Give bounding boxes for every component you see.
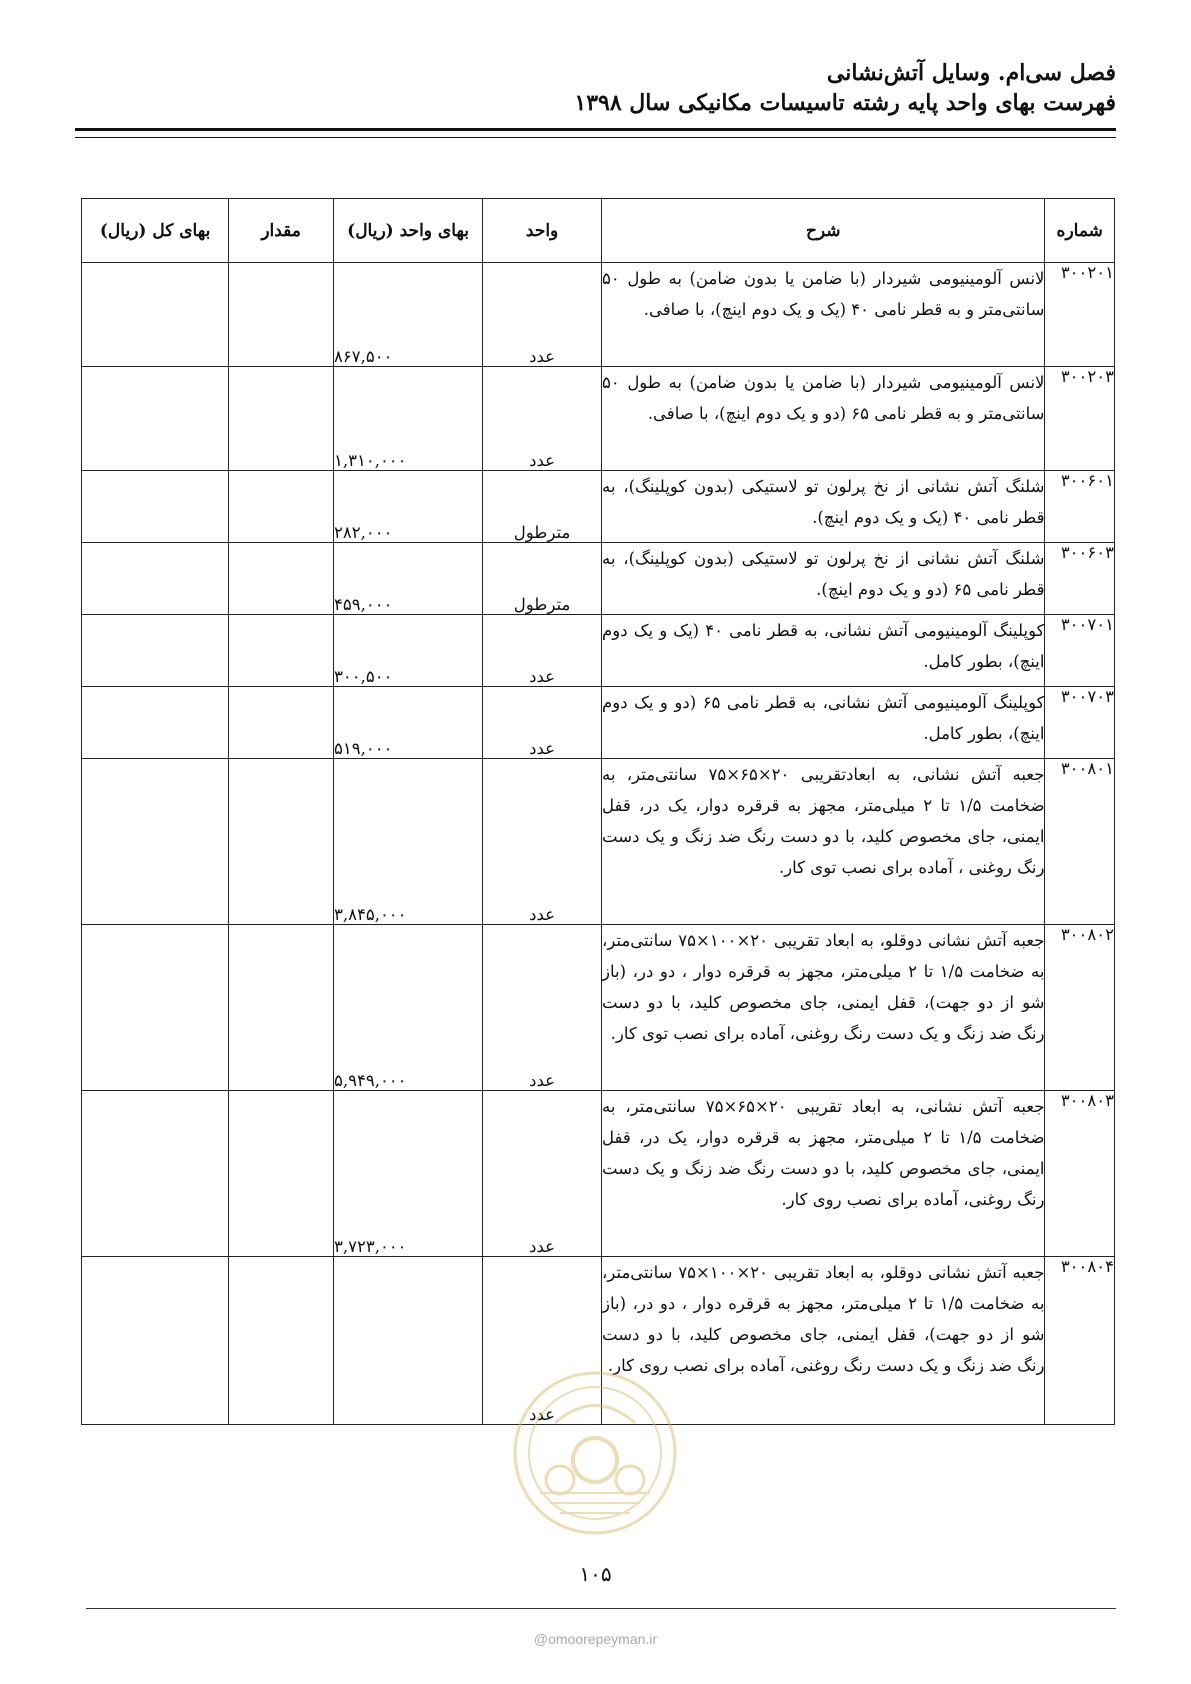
item-unit-price: ۲۸۲,۰۰۰: [334, 471, 483, 543]
item-unit-price: ۵,۹۴۹,۰۰۰: [334, 925, 483, 1091]
site-watermark-text: @omoorepeyman.ir: [533, 1631, 658, 1647]
item-code: ۳۰۰۸۰۴: [1045, 1257, 1115, 1425]
item-code: ۳۰۰۲۰۳: [1045, 367, 1115, 471]
column-header-total-price: بهای کل (ریال): [82, 199, 229, 263]
item-description: کوپلینگ آلومینیومی آتش نشانی، به قطر نامی ۴۰ (یک و یک دوم اینچ)، بطور کامل.: [602, 615, 1045, 687]
item-unit-price: ۳۰۰,۵۰۰: [334, 615, 483, 687]
table-row: [82, 615, 1115, 687]
column-header-quantity: مقدار: [229, 199, 334, 263]
item-description: جعبه آتش نشانی دوقلو، به ابعاد تقریبی ۲۰×۱۰۰×۷۵ سانتی‌متر، به ضخامت ۱/۵ تا ۲ میلی‌متر، مجهز به قرقره دوار ، دو در، (باز شو از دو جهت)، قفل ایمنی، جای مخصوص کلید، با دو دست رنگ ضد زنگ و یک دست رنگ روغنی، آماده برای نصب روی کار.: [602, 1257, 1045, 1425]
item-quantity: [229, 759, 334, 925]
item-description: جعبه آتش نشانی، به ابعاد تقریبی ۲۰×۶۵×۷۵ سانتی‌متر، به ضخامت ۱/۵ تا ۲ میلی‌متر، مجهز به قرقره دوار، یک در، قفل ایمنی، جای مخصوص کلید، با دو دست رنگ ضد زنگ و یک دست رنگ روغنی، آماده برای نصب روی کار.: [602, 1091, 1045, 1257]
item-total-price: [82, 687, 229, 759]
item-code: ۳۰۰۸۰۱: [1045, 759, 1115, 925]
item-total-price: [82, 615, 229, 687]
item-total-price: [82, 925, 229, 1091]
item-quantity: [229, 615, 334, 687]
item-quantity: [229, 471, 334, 543]
item-code: ۳۰۰۶۰۳: [1045, 543, 1115, 615]
table-row: [82, 759, 1115, 925]
item-unit: عدد: [483, 759, 602, 925]
item-code: ۳۰۰۷۰۱: [1045, 615, 1115, 687]
item-description: لانس آلومینیومی شیردار (با ضامن یا بدون ضامن) به طول ۵۰ سانتی‌متر و به قطر نامی ۴۰ (یک و یک دوم اینچ)، با صافی.: [602, 263, 1045, 367]
item-code: ۳۰۰۶۰۱: [1045, 471, 1115, 543]
header-rule: [75, 128, 1116, 138]
item-unit: عدد: [483, 925, 602, 1091]
item-quantity: [229, 263, 334, 367]
item-quantity: [229, 1257, 334, 1425]
item-quantity: [229, 543, 334, 615]
item-total-price: [82, 759, 229, 925]
item-description: شلنگ آتش نشانی از نخ پرلون تو لاستیکی (بدون کوپلینگ)، به قطر نامی ۶۵ (دو و یک دوم اینچ).: [602, 543, 1045, 615]
table-row: [82, 687, 1115, 759]
item-unit-price: ۴۵۹,۰۰۰: [334, 543, 483, 615]
item-code: ۳۰۰۷۰۳: [1045, 687, 1115, 759]
item-total-price: [82, 263, 229, 367]
item-code: ۳۰۰۸۰۳: [1045, 1091, 1115, 1257]
item-quantity: [229, 367, 334, 471]
table-row: [82, 367, 1115, 471]
footer-rule: [86, 1608, 1116, 1609]
item-code: ۳۰۰۸۰۲: [1045, 925, 1115, 1091]
item-unit: عدد: [483, 1257, 602, 1425]
column-header-code: شماره: [1045, 199, 1115, 263]
item-quantity: [229, 687, 334, 759]
item-unit-price: [334, 1257, 483, 1425]
item-quantity: [229, 925, 334, 1091]
page-header: [75, 58, 1116, 118]
item-unit-price: ۳,۷۲۳,۰۰۰: [334, 1091, 483, 1257]
column-header-description: شرح: [602, 199, 1045, 263]
item-unit-price: ۸۶۷,۵۰۰: [334, 263, 483, 367]
table-row: [82, 263, 1115, 367]
item-total-price: [82, 543, 229, 615]
item-unit: مترطول: [483, 471, 602, 543]
item-description: کوپلینگ آلومینیومی آتش نشانی، به قطر نامی ۶۵ (دو و یک دوم اینچ)، بطور کامل.: [602, 687, 1045, 759]
item-unit: عدد: [483, 263, 602, 367]
price-list-title: فهرست بهای واحد پایه رشته تاسیسات مکانیکی سال ۱۳۹۸: [574, 90, 1116, 116]
item-total-price: [82, 367, 229, 471]
item-unit-price: ۳,۸۴۵,۰۰۰: [334, 759, 483, 925]
column-header-unit: واحد: [483, 199, 602, 263]
item-unit: عدد: [483, 687, 602, 759]
table-row: [82, 1091, 1115, 1257]
price-table: [81, 198, 1115, 1425]
item-unit-price: ۱,۳۱۰,۰۰۰: [334, 367, 483, 471]
item-unit: عدد: [483, 367, 602, 471]
item-description: جعبه آتش نشانی دوقلو، به ابعاد تقریبی ۲۰×۱۰۰×۷۵ سانتی‌متر، به ضخامت ۱/۵ تا ۲ میلی‌متر، مجهز به قرقره دوار ، دو در، (باز شو از دو جهت)، قفل ایمنی، جای مخصوص کلید، با دو دست رنگ ضد زنگ و یک دست رنگ روغنی، آماده برای نصب توی کار.: [602, 925, 1045, 1091]
item-description: شلنگ آتش نشانی از نخ پرلون تو لاستیکی (بدون کوپلینگ)، به قطر نامی ۴۰ (یک و یک دوم اینچ).: [602, 471, 1045, 543]
table-header-row: [82, 199, 1115, 263]
table-row: [82, 543, 1115, 615]
seal-logo-icon: [510, 1368, 680, 1538]
table-row: [82, 925, 1115, 1091]
item-description: جعبه آتش نشانی، به ابعادتقریبی ۲۰×۶۵×۷۵ سانتی‌متر، به ضخامت ۱/۵ تا ۲ میلی‌متر، مجهز به قرقره دوار، یک در، قفل ایمنی، جای مخصوص کلید، با دو دست رنگ ضد زنگ و یک دست رنگ روغنی ، آماده برای نصب توی کار.: [602, 759, 1045, 925]
item-total-price: [82, 1091, 229, 1257]
column-header-unit-price: بهای واحد (ریال): [334, 199, 483, 263]
item-unit-price: ۵۱۹,۰۰۰: [334, 687, 483, 759]
item-unit: عدد: [483, 1091, 602, 1257]
item-total-price: [82, 1257, 229, 1425]
chapter-title: فصل سی‌ام. وسایل آتش‌نشانی: [826, 60, 1116, 86]
item-quantity: [229, 1091, 334, 1257]
item-unit: مترطول: [483, 543, 602, 615]
table-row: [82, 471, 1115, 543]
item-total-price: [82, 471, 229, 543]
page-number: ۱۰۵: [579, 1562, 612, 1586]
item-description: لانس آلومینیومی شیردار (با ضامن یا بدون ضامن) به طول ۵۰ سانتی‌متر و به قطر نامی ۶۵ (دو و یک دوم اینچ)، با صافی.: [602, 367, 1045, 471]
item-code: ۳۰۰۲۰۱: [1045, 263, 1115, 367]
item-unit: عدد: [483, 615, 602, 687]
